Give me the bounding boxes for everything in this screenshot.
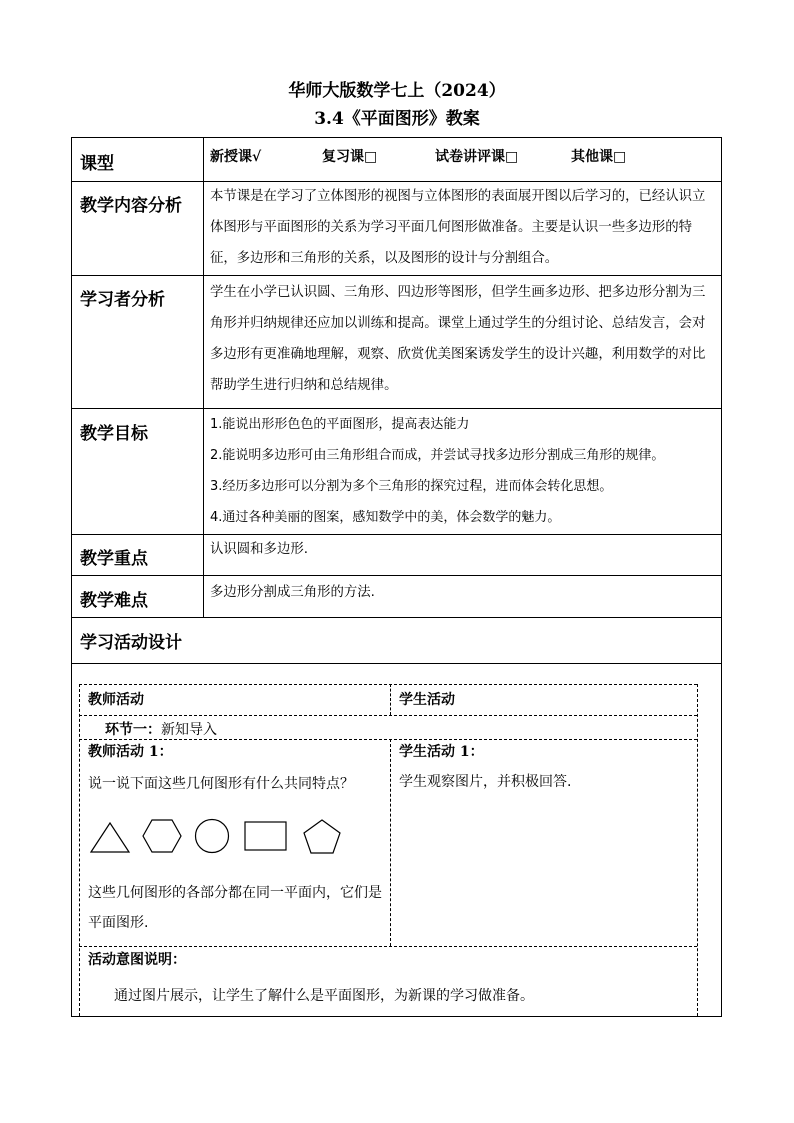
triangle-shape bbox=[91, 823, 129, 852]
difficulty-label: 教学难点 bbox=[80, 591, 148, 611]
content-analysis-label: 教学内容分析 bbox=[80, 196, 182, 216]
intent-text: 通过图片展示，让学生了解什么是平面图形，为新课的学习做准备。 bbox=[114, 988, 534, 1004]
pentagon-shape bbox=[304, 820, 340, 853]
course-type-label: 课型 bbox=[80, 154, 114, 174]
document-title: 华师大版数学七上（2024） bbox=[288, 81, 506, 101]
objectives-label: 教学目标 bbox=[80, 424, 148, 444]
option-new-lesson: 新授课√ bbox=[210, 149, 262, 165]
row-divider bbox=[72, 575, 721, 576]
intent-label: 活动意图说明： bbox=[88, 952, 186, 968]
row-divider bbox=[72, 617, 721, 618]
dashed-line bbox=[79, 684, 80, 1016]
lesson-title: 3.4《平面图形》教案 bbox=[314, 109, 480, 129]
objective-item: 1.能说出形形色色的平面图形，提高表达能力 bbox=[210, 417, 470, 432]
row-divider bbox=[72, 663, 721, 664]
teacher-conclusion-line1: 这些几何图形的各部分都在同一平面内，它们是 bbox=[88, 885, 382, 901]
dashed-line bbox=[697, 684, 698, 1016]
objectives-list bbox=[210, 409, 717, 533]
teacher-activity-title: 教师活动 1： bbox=[88, 744, 173, 760]
section-title: 新知导入 bbox=[161, 722, 217, 738]
option-other-lesson: 其他课□ bbox=[571, 149, 627, 165]
dashed-line bbox=[79, 1016, 697, 1017]
lesson-plan-table bbox=[71, 137, 722, 1017]
option-review-lesson: 复习课□ bbox=[322, 149, 378, 165]
column-divider bbox=[203, 138, 204, 617]
dashed-line bbox=[79, 946, 697, 947]
dashed-line bbox=[79, 715, 697, 716]
student-activity-title: 学生活动 1： bbox=[399, 744, 484, 760]
dashed-line bbox=[79, 684, 697, 685]
objective-item: 4.通过各种美丽的图案，感知数学中的美，体会数学的魅力。 bbox=[210, 510, 561, 525]
shapes-figure bbox=[86, 817, 376, 857]
student-activity-text: 学生观察图片，并积极回答. bbox=[399, 774, 572, 790]
rectangle-shape bbox=[245, 822, 286, 850]
student-activity-header: 学生活动 bbox=[399, 692, 455, 708]
activity-design-label: 学习活动设计 bbox=[80, 633, 182, 653]
hexagon-shape bbox=[143, 820, 181, 852]
row-divider bbox=[72, 275, 721, 276]
learner-analysis-label: 学习者分析 bbox=[80, 290, 165, 310]
dashed-line bbox=[79, 739, 697, 740]
teacher-conclusion-line2: 平面图形. bbox=[88, 915, 149, 931]
dashed-line bbox=[390, 684, 391, 715]
objective-item: 3.经历多边形可以分割为多个三角形的探究过程，进而体会转化思想。 bbox=[210, 479, 613, 494]
option-exam-review-lesson: 试卷讲评课□ bbox=[435, 149, 519, 165]
objective-item: 2.能说明多边形可由三角形组合而成，并尝试寻找多边形分割成三角形的规律。 bbox=[210, 448, 665, 463]
teacher-activity-header: 教师活动 bbox=[88, 692, 144, 708]
content-analysis-text: 本节课是在学习了立体图形的视图与立体图形的表面展开图以后学习的，已经认识立体图形与平面图形的关系为学习平面几何图形做准备。主要是认识一些多边形的特征，多边形和三角形的关系，以及图形的设计与分割组合。 bbox=[210, 189, 706, 266]
difficulty-text: 多边形分割成三角形的方法. bbox=[210, 585, 375, 600]
learner-analysis-text: 学生在小学已认识圆、三角形、四边形等图形，但学生画多边形、把多边形分割为三角形并归纳规律还应加以训练和提高。课堂上通过学生的分组讨论、总结发言，会对多边形有更准确地理解，观察、欣赏优美图案诱发学生的设计兴趣，利用数学的对比帮助学生进行归纳和总结规律。 bbox=[210, 285, 706, 393]
key-point-label: 教学重点 bbox=[80, 549, 148, 569]
teacher-question: 说一说下面这些几何图形有什么共同特点？ bbox=[88, 776, 354, 792]
dashed-line bbox=[390, 739, 391, 946]
section-heading bbox=[105, 719, 217, 739]
key-point-text: 认识圆和多边形. bbox=[210, 542, 308, 557]
section-label: 环节一： bbox=[105, 722, 161, 738]
circle-shape bbox=[196, 820, 229, 853]
